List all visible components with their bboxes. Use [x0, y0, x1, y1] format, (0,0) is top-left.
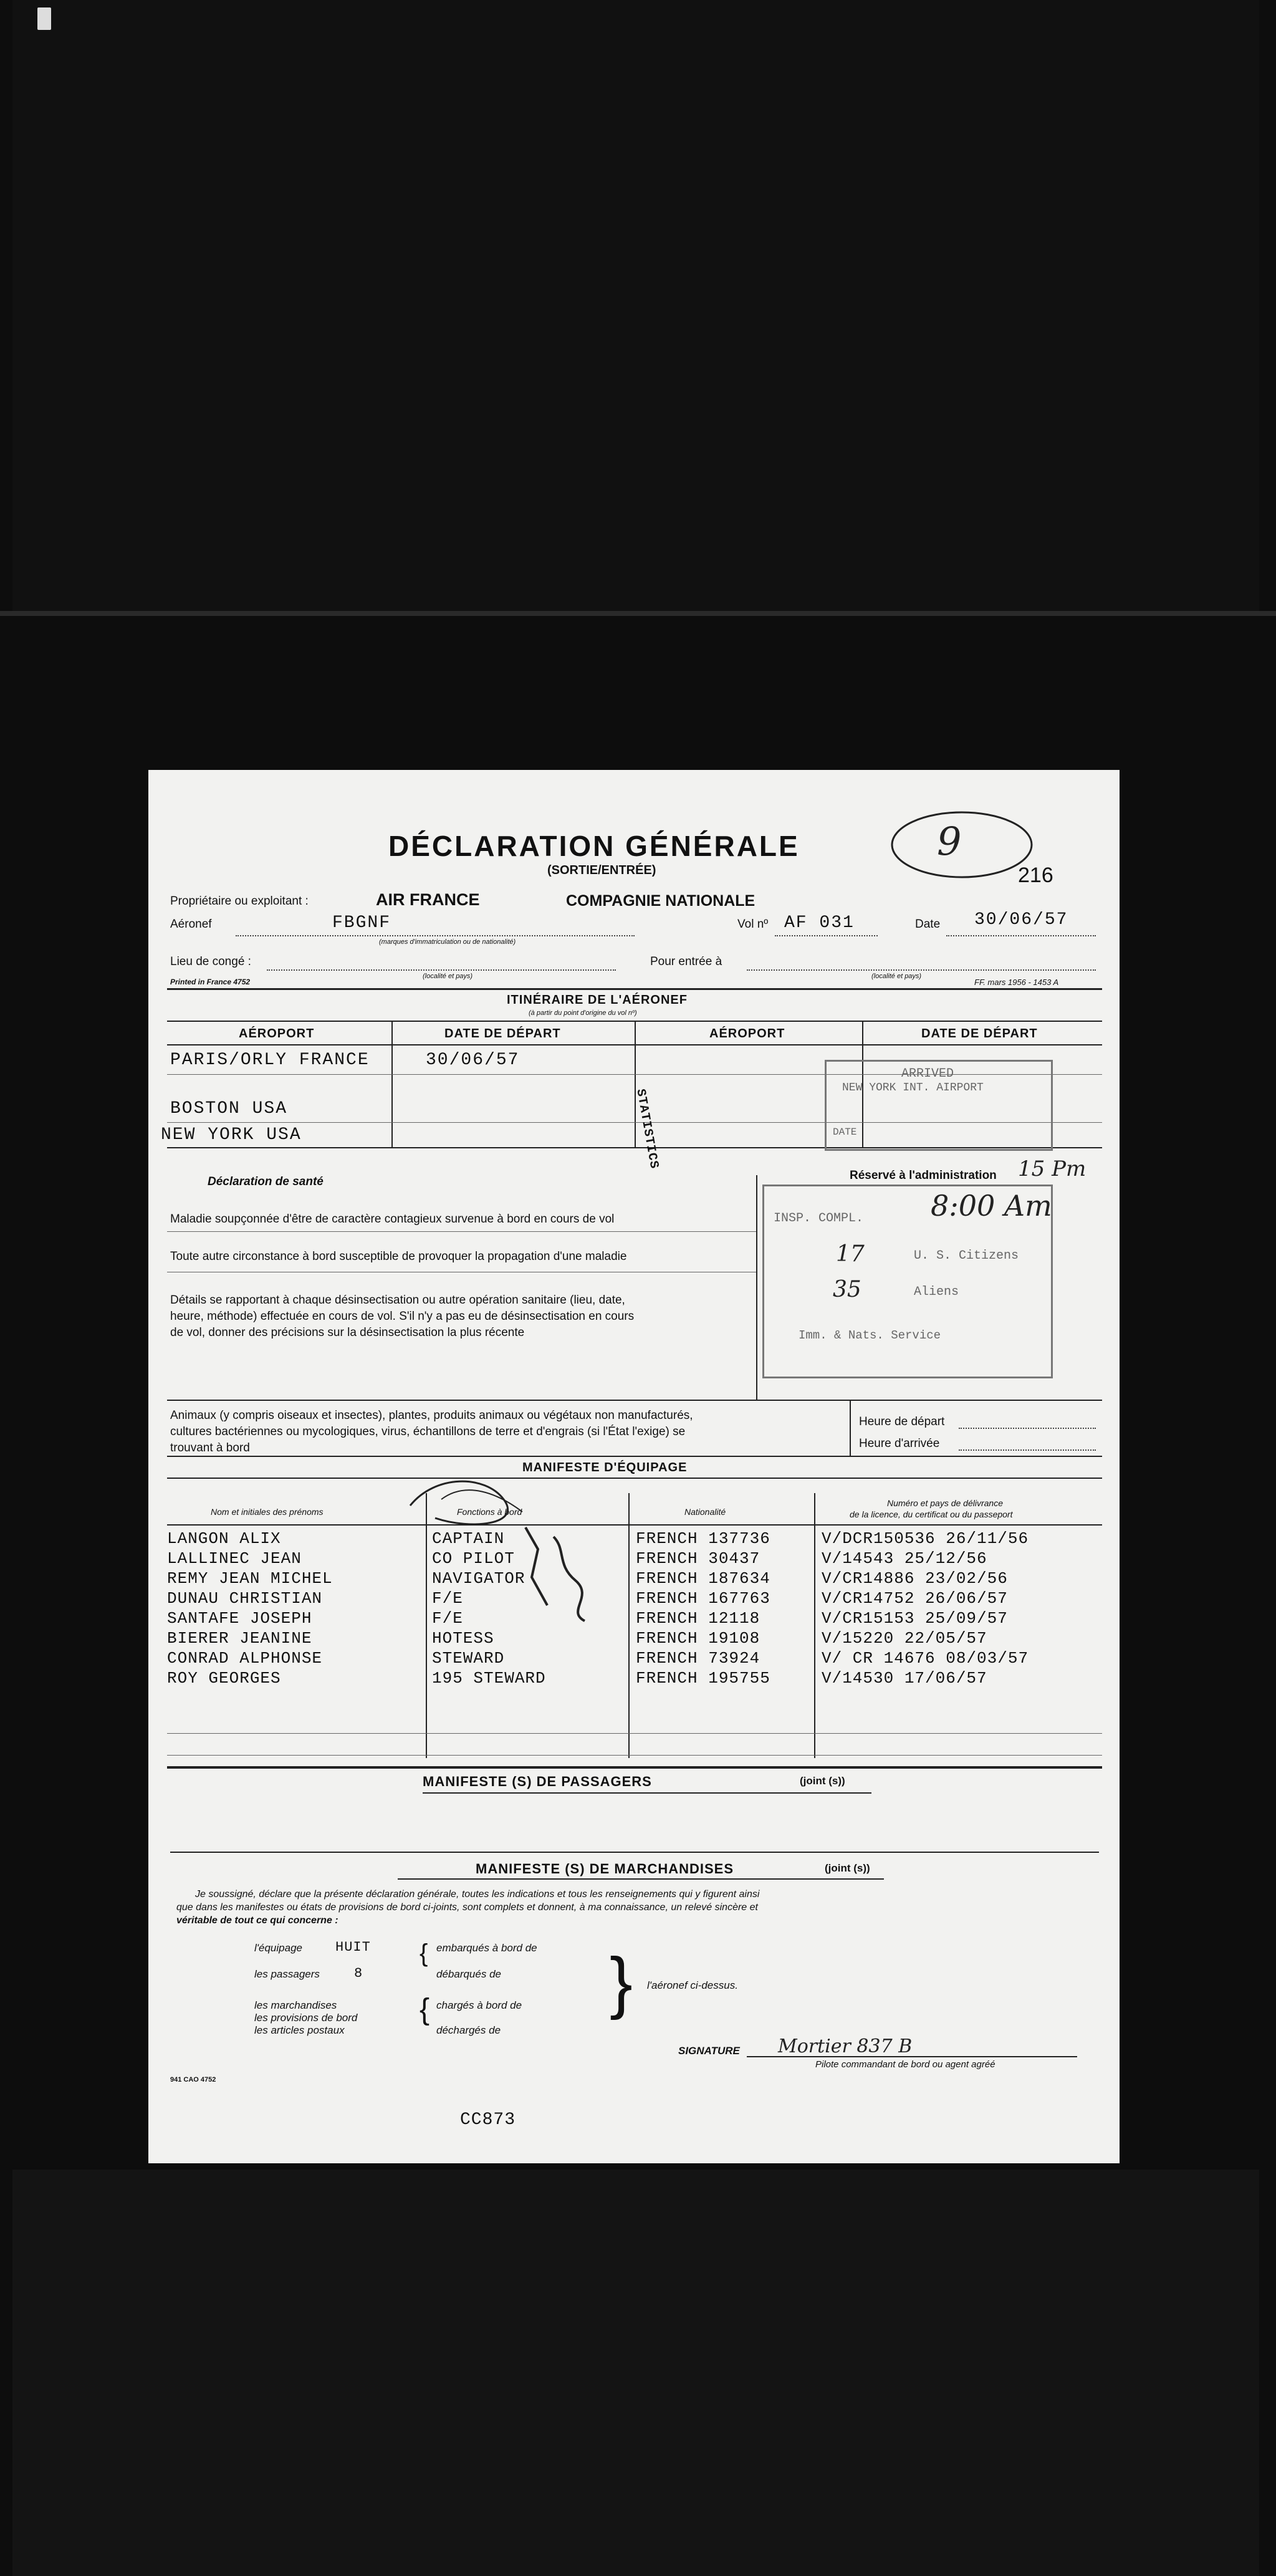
arrive-time-line [959, 1449, 1096, 1451]
date-label: Date [915, 918, 941, 931]
health-q2: Toute autre circonstance à bord susceptible de provoquer la propagation d'une maladie [170, 1250, 627, 1263]
crew-name: SANTAFE JOSEPH [167, 1609, 312, 1628]
itinerary-date-1: 30/06/57 [426, 1050, 520, 1070]
reserved-divider [756, 1175, 757, 1400]
decl-disembarked-1: débarqués de [436, 1968, 501, 1980]
cargo-title: MANIFESTE (S) DE MARCHANDISES [476, 1861, 734, 1877]
imm-service: Imm. & Nats. Service [799, 1329, 941, 1342]
crew-license: V/14543 25/12/56 [822, 1549, 987, 1568]
health-q3a: Détails se rapportant à chaque désinsectisation ou autre opération sanitaire (lieu, date, [170, 1294, 625, 1307]
crew-nationality: FRENCH 73924 [636, 1649, 760, 1668]
header-rule [167, 988, 1102, 990]
crew-license: V/DCR150536 26/11/56 [822, 1529, 1029, 1548]
owner-label: Propriétaire ou exploitant : [170, 895, 309, 908]
crew-title: MANIFESTE D'ÉQUIPAGE [522, 1461, 688, 1474]
crew-function: F/E [432, 1589, 463, 1608]
signature-handwritten: Mortier 837 B [778, 2035, 913, 2057]
itinerary-col-divider-1 [391, 1021, 393, 1148]
crew-function: HOTESS [432, 1629, 494, 1648]
form-code: 941 CAO 4752 [170, 2076, 216, 2083]
itinerary-airport-1: PARIS/ORLY FRANCE [170, 1050, 370, 1070]
aircraft-value: FBGNF [332, 913, 391, 933]
decl-aircraft: l'aéronef ci-dessus. [647, 1979, 738, 1991]
flight-value: AF 031 [784, 913, 855, 933]
health-q3c: de vol, donner des précisions sur la désinsectisation la plus récente [170, 1326, 525, 1339]
col-departure-2: DATE DE DÉPART [921, 1027, 1038, 1040]
crew-function: 195 STEWARD [432, 1669, 546, 1688]
decl-brace-1: { [420, 1939, 428, 1967]
col-airport-2: AÉROPORT [709, 1027, 785, 1040]
arrive-time-label: Heure d'arrivée [859, 1437, 940, 1450]
itinerary-airport-3: NEW YORK USA [161, 1125, 302, 1145]
health-q1: Maladie soupçonnée d'être de caractère contagieux survenue à bord en cours de vol [170, 1213, 615, 1226]
crew-col-function: Fonctions à bord [457, 1507, 522, 1517]
film-bottom-region [12, 2170, 1259, 2576]
leave-note: (localité et pays) [423, 973, 473, 980]
depart-time-label: Heure de départ [859, 1415, 945, 1428]
itinerary-airport-2: BOSTON USA [170, 1099, 288, 1118]
document-subtitle: (SORTIE/ENTRÉE) [547, 863, 656, 877]
date-line [946, 935, 1096, 936]
decl-provisions-label: les provisions de bord [254, 2012, 358, 2024]
decl-unloaded: déchargés de [436, 2024, 501, 2036]
document-title: DÉCLARATION GÉNÉRALE [388, 830, 800, 862]
animals-bottom-rule [167, 1456, 1102, 1457]
leave-line [267, 969, 616, 971]
passengers-rule [423, 1792, 871, 1794]
arrived-date-label: DATE [833, 1127, 857, 1138]
crew-function: F/E [432, 1609, 463, 1628]
crew-rule-1 [167, 1733, 1102, 1734]
owner-value-2: COMPAGNIE NATIONALE [566, 892, 756, 910]
crew-license: V/CR15153 25/09/57 [822, 1609, 1008, 1628]
frame-number: CC873 [460, 2110, 516, 2130]
us-citizens: U. S. Citizens [914, 1249, 1019, 1263]
depart-time-line [959, 1428, 1096, 1429]
crew-col-nationality: Nationalité [684, 1507, 726, 1517]
crew-name: ROY GEORGES [167, 1669, 281, 1688]
aircraft-line [236, 935, 635, 936]
crew-name: BIERER JEANINE [167, 1629, 312, 1648]
crew-col-license-b: de la licence, du certificat ou du passeport [850, 1509, 1013, 1519]
leave-label: Lieu de congé : [170, 955, 251, 968]
crew-function: CO PILOT [432, 1549, 515, 1568]
declaration-line-1: Je soussigné, déclare que la présente déclaration générale, toutes les indications et tous les renseignements qui y figurent ainsi [195, 1889, 760, 1900]
hand-time-top: 15 Pm [1018, 1156, 1087, 1181]
hand-time: 8:00 Am [931, 1189, 1052, 1223]
flight-label: Vol nº [737, 918, 769, 931]
crew-col-license-a: Numéro et pays de délivrance [887, 1498, 1003, 1508]
cargo-top-rule [170, 1852, 1099, 1853]
crew-rows [167, 1529, 1102, 1735]
flight-line [775, 935, 878, 936]
aircraft-note: (marques d'immatriculation ou de nationalité) [379, 938, 516, 946]
reserved-label: Réservé à l'administration [850, 1169, 997, 1182]
count-us: 17 [836, 1241, 865, 1267]
decl-goods-label: les marchandises [254, 1999, 337, 2011]
page-number: 216 [1018, 863, 1053, 887]
health-q4c: trouvant à bord [170, 1441, 250, 1454]
crew-license: V/CR14886 23/02/56 [822, 1569, 1008, 1588]
crew-license: V/ CR 14676 08/03/57 [822, 1649, 1029, 1668]
crew-name: DUNAU CHRISTIAN [167, 1589, 323, 1608]
decl-brace-2: { [420, 1993, 430, 2026]
decl-pax-label: les passagers [254, 1968, 320, 1980]
count-aliens: 35 [833, 1277, 861, 1302]
decl-pax-value: 8 [354, 1966, 363, 1981]
crew-header-rule [167, 1524, 1102, 1526]
col-departure-1: DATE DE DÉPART [444, 1027, 561, 1040]
decl-loaded: chargés à bord de [436, 1999, 522, 2011]
crew-function: NAVIGATOR [432, 1569, 525, 1588]
entry-label: Pour entrée à [650, 955, 722, 968]
signature-subtitle: Pilote commandant de bord ou agent agréé [815, 2059, 995, 2070]
crew-nationality: FRENCH 12118 [636, 1609, 760, 1628]
health-rule-1 [167, 1231, 756, 1232]
crew-nationality: FRENCH 30437 [636, 1549, 760, 1568]
crew-function: CAPTAIN [432, 1529, 505, 1548]
crew-bottom-rule [167, 1766, 1102, 1769]
inspection-stamp [762, 1185, 1053, 1378]
printed-right: FF. mars 1956 - 1453 A [974, 978, 1059, 987]
cargo-rule [398, 1878, 884, 1880]
owner-value: AIR FRANCE [376, 890, 480, 909]
decl-embarked-1: embarqués à bord de [436, 1942, 537, 1954]
film-top-region [12, 0, 1259, 611]
itinerary-subtitle: (à partir du point d'origine du vol nº) [529, 1009, 637, 1017]
handwritten-marks-icon [398, 1456, 597, 1630]
arrived-stamp [825, 1060, 1053, 1151]
declaration-line-2: que dans les manifestes ou états de provisions de bord ci-joints, sont complets et donnent, à ma connaissance, un relevé sincère et [176, 1902, 758, 1913]
crew-name: REMY JEAN MICHEL [167, 1569, 333, 1588]
itinerary-col-divider-2 [635, 1021, 636, 1148]
health-q4a: Animaux (y compris oiseaux et insectes), plantes, produits animaux ou végétaux non manufacturés, [170, 1409, 693, 1422]
statistics-stamp: STATISTICS [633, 1088, 661, 1171]
crew-license: V/CR14752 26/06/57 [822, 1589, 1008, 1608]
crew-nationality: FRENCH 187634 [636, 1569, 770, 1588]
decl-crew-label: l'équipage [254, 1942, 302, 1954]
entry-line [747, 969, 1096, 971]
time-divider [850, 1400, 851, 1456]
general-declaration-document [148, 770, 1120, 2163]
crew-nationality: FRENCH 195755 [636, 1669, 770, 1688]
circle-number: 9 [937, 819, 962, 864]
crew-name: LALLINEC JEAN [167, 1549, 302, 1568]
arrived-text: ARRIVED [901, 1067, 954, 1081]
passengers-joint: (joint (s)) [800, 1775, 845, 1787]
decl-big-brace: } [610, 1944, 633, 2021]
crew-nationality: FRENCH 19108 [636, 1629, 760, 1648]
health-title: Déclaration de santé [208, 1175, 324, 1188]
insp-compl: INSP. COMPL. [774, 1211, 864, 1226]
col-airport-1: AÉROPORT [239, 1027, 315, 1040]
crew-function: STEWARD [432, 1649, 505, 1668]
passengers-title: MANIFESTE (S) DE PASSAGERS [423, 1774, 652, 1789]
signature-label: SIGNATURE [678, 2045, 740, 2057]
crew-name: CONRAD ALPHONSE [167, 1649, 323, 1668]
health-q4b: cultures bactériennes ou mycologiques, virus, échantillons de terre et d'engrais (si l'État l'exige) se [170, 1425, 686, 1438]
itinerary-title: ITINÉRAIRE DE L'AÉRONEF [507, 993, 688, 1007]
health-bottom-rule [167, 1400, 1102, 1401]
declaration-line-3: véritable de tout ce qui concerne : [176, 1915, 338, 1926]
crew-rule-2 [167, 1755, 1102, 1756]
crew-nationality: FRENCH 167763 [636, 1589, 770, 1608]
aircraft-label: Aéronef [170, 918, 212, 931]
cargo-joint: (joint (s)) [825, 1862, 870, 1874]
aliens-label: Aliens [914, 1285, 959, 1299]
date-value: 30/06/57 [974, 910, 1068, 930]
crew-nationality: FRENCH 137736 [636, 1529, 770, 1548]
film-marker [37, 7, 51, 30]
printed-in: Printed in France 4752 [170, 978, 251, 986]
crew-license: V/15220 22/05/57 [822, 1629, 987, 1648]
decl-crew-value: HUIT [335, 1939, 371, 1955]
crew-col-name: Nom et initiales des prénoms [211, 1507, 324, 1517]
arrived-place: NEW YORK INT. AIRPORT [842, 1082, 984, 1094]
health-q3b: heure, méthode) effectuée en cours de vol. S'il n'y a pas eu de désinsectisation en cours [170, 1310, 635, 1323]
crew-title-rule [167, 1478, 1102, 1479]
decl-mail-label: les articles postaux [254, 2024, 345, 2036]
crew-name: LANGON ALIX [167, 1529, 281, 1548]
crew-license: V/14530 17/06/57 [822, 1669, 987, 1688]
film-divider [0, 611, 1276, 616]
entry-note: (localité et pays) [871, 973, 922, 980]
